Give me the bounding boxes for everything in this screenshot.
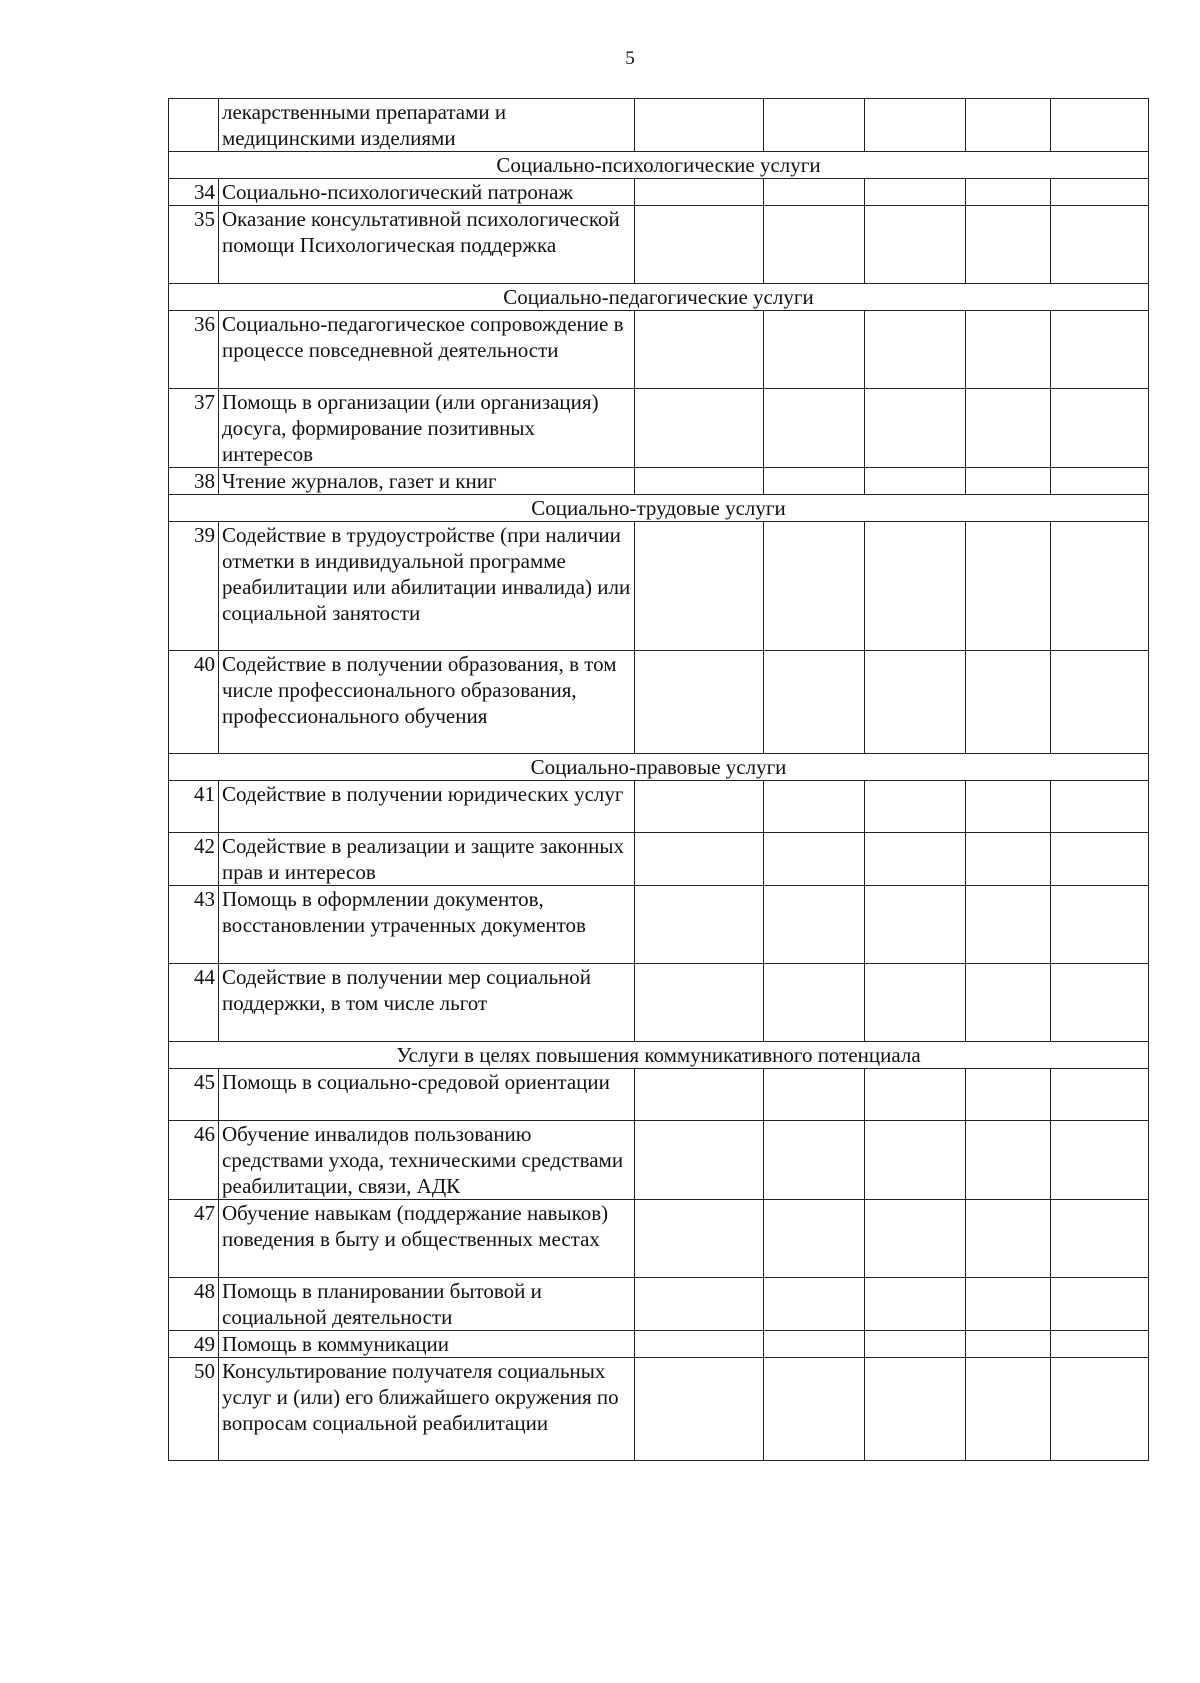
empty-cell [764, 1068, 865, 1120]
empty-cell [865, 650, 966, 753]
empty-cell [764, 963, 865, 1041]
row-number: 41 [169, 780, 219, 832]
empty-cell [1051, 179, 1149, 206]
table-row [169, 650, 1149, 753]
empty-cell [635, 1120, 764, 1199]
empty-cell [865, 886, 966, 964]
empty-cell [1051, 1068, 1149, 1120]
empty-cell [635, 1330, 764, 1357]
empty-cell [1051, 1199, 1149, 1277]
empty-cell [635, 179, 764, 206]
service-name: Содействие в реализации и защите законных прав и интересов [219, 833, 635, 886]
empty-cell [966, 310, 1051, 388]
table-row [169, 521, 1149, 650]
empty-cell [966, 886, 1051, 964]
empty-cell [966, 1199, 1051, 1277]
empty-cell [1051, 1120, 1149, 1199]
empty-cell [966, 833, 1051, 886]
empty-cell [764, 1120, 865, 1199]
empty-cell [764, 1199, 865, 1277]
row-number: 46 [169, 1120, 219, 1199]
empty-cell [635, 1068, 764, 1120]
empty-cell [1051, 521, 1149, 650]
empty-cell [764, 206, 865, 284]
empty-cell [1051, 1330, 1149, 1357]
service-name: Помощь в планировании бытовой и социальной деятельности [219, 1277, 635, 1330]
table-row [169, 1199, 1149, 1277]
empty-cell [1051, 833, 1149, 886]
row-number: 48 [169, 1277, 219, 1330]
row-number: 49 [169, 1330, 219, 1357]
empty-cell [966, 1330, 1051, 1357]
row-number: 39 [169, 521, 219, 650]
empty-cell [966, 1120, 1051, 1199]
row-number: 44 [169, 963, 219, 1041]
empty-cell [635, 1277, 764, 1330]
empty-cell [635, 833, 764, 886]
row-number: 38 [169, 467, 219, 494]
empty-cell [966, 1357, 1051, 1460]
table-row [169, 780, 1149, 832]
empty-cell [865, 99, 966, 152]
empty-cell [1051, 467, 1149, 494]
page-number: 5 [625, 48, 635, 69]
empty-cell [1051, 886, 1149, 964]
empty-cell [635, 310, 764, 388]
table-row [169, 206, 1149, 284]
table-row [169, 388, 1149, 467]
service-name: лекарственными препаратами и медицинскими изделиями [219, 99, 635, 152]
section-title: Социально-трудовые услуги [169, 494, 1149, 521]
section-title: Услуги в целях повышения коммуникативного потенциала [169, 1041, 1149, 1068]
table-row [169, 1277, 1149, 1330]
empty-cell [865, 780, 966, 832]
table-row [169, 963, 1149, 1041]
row-number: 43 [169, 886, 219, 964]
row-number: 50 [169, 1357, 219, 1460]
empty-cell [966, 521, 1051, 650]
empty-cell [966, 179, 1051, 206]
row-number: 47 [169, 1199, 219, 1277]
empty-cell [764, 179, 865, 206]
empty-cell [865, 963, 966, 1041]
empty-cell [966, 780, 1051, 832]
table-row [169, 1120, 1149, 1199]
service-name: Помощь в коммуникации [219, 1330, 635, 1357]
empty-cell [635, 1199, 764, 1277]
row-number: 36 [169, 310, 219, 388]
table-row [169, 1330, 1149, 1357]
empty-cell [635, 99, 764, 152]
section-header-row [169, 283, 1149, 310]
service-name: Обучение навыкам (поддержание навыков) поведения в быту и общественных местах [219, 1199, 635, 1277]
table-body [169, 99, 1149, 1461]
section-title: Социально-правовые услуги [169, 753, 1149, 780]
empty-cell [764, 310, 865, 388]
service-name: Социально-психологический патронаж [219, 179, 635, 206]
row-number [169, 99, 219, 152]
service-name: Чтение журналов, газет и книг [219, 467, 635, 494]
empty-cell [764, 1330, 865, 1357]
service-name: Содействие в трудоустройстве (при наличии отметки в индивидуальной программе реабилитации или абилитации инвалида) или социальной занятости [219, 521, 635, 650]
empty-cell [865, 1277, 966, 1330]
empty-cell [764, 99, 865, 152]
section-title: Социально-психологические услуги [169, 152, 1149, 179]
empty-cell [966, 467, 1051, 494]
empty-cell [635, 521, 764, 650]
empty-cell [635, 388, 764, 467]
service-name: Содействие в получении юридических услуг [219, 780, 635, 832]
empty-cell [1051, 310, 1149, 388]
empty-cell [1051, 206, 1149, 284]
empty-cell [966, 99, 1051, 152]
empty-cell [635, 963, 764, 1041]
empty-cell [764, 833, 865, 886]
empty-cell [764, 650, 865, 753]
row-number: 37 [169, 388, 219, 467]
empty-cell [764, 388, 865, 467]
service-name: Помощь в социально-средовой ориентации [219, 1068, 635, 1120]
service-name: Помощь в оформлении документов, восстановлении утраченных документов [219, 886, 635, 964]
empty-cell [764, 886, 865, 964]
service-name: Обучение инвалидов пользованию средствами ухода, техническими средствами реабилитации, связи, АДК [219, 1120, 635, 1199]
table-row [169, 1357, 1149, 1460]
section-title: Социально-педагогические услуги [169, 283, 1149, 310]
empty-cell [966, 206, 1051, 284]
service-name: Содействие в получении образования, в том числе профессионального образования, профессионального обучения [219, 650, 635, 753]
empty-cell [635, 1357, 764, 1460]
empty-cell [865, 179, 966, 206]
empty-cell [865, 1357, 966, 1460]
empty-cell [1051, 1277, 1149, 1330]
empty-cell [635, 886, 764, 964]
section-header-row [169, 152, 1149, 179]
table-row [169, 886, 1149, 964]
table-row [169, 833, 1149, 886]
services-table [168, 98, 1149, 1461]
empty-cell [966, 650, 1051, 753]
empty-cell [966, 388, 1051, 467]
empty-cell [966, 963, 1051, 1041]
empty-cell [865, 388, 966, 467]
empty-cell [966, 1277, 1051, 1330]
row-number: 45 [169, 1068, 219, 1120]
service-name: Оказание консультативной психологической помощи Психологическая поддержка [219, 206, 635, 284]
row-number: 34 [169, 179, 219, 206]
empty-cell [865, 206, 966, 284]
empty-cell [764, 780, 865, 832]
empty-cell [865, 833, 966, 886]
empty-cell [764, 1357, 865, 1460]
empty-cell [865, 310, 966, 388]
empty-cell [635, 780, 764, 832]
section-header-row [169, 494, 1149, 521]
empty-cell [1051, 650, 1149, 753]
table-row [169, 467, 1149, 494]
service-name: Консультирование получателя социальных услуг и (или) его ближайшего окружения по вопросам социальной реабилитации [219, 1357, 635, 1460]
empty-cell [635, 650, 764, 753]
service-name: Социально-педагогическое сопровождение в процессе повседневной деятельности [219, 310, 635, 388]
section-header-row [169, 1041, 1149, 1068]
empty-cell [764, 467, 865, 494]
empty-cell [865, 521, 966, 650]
row-number: 42 [169, 833, 219, 886]
empty-cell [1051, 99, 1149, 152]
empty-cell [865, 1330, 966, 1357]
empty-cell [1051, 963, 1149, 1041]
empty-cell [635, 206, 764, 284]
empty-cell [966, 1068, 1051, 1120]
empty-cell [1051, 1357, 1149, 1460]
empty-cell [764, 1277, 865, 1330]
empty-cell [1051, 780, 1149, 832]
table-row [169, 179, 1149, 206]
empty-cell [764, 521, 865, 650]
empty-cell [865, 1068, 966, 1120]
empty-cell [865, 1199, 966, 1277]
service-name: Содействие в получении мер социальной поддержки, в том числе льгот [219, 963, 635, 1041]
empty-cell [865, 467, 966, 494]
empty-cell [635, 467, 764, 494]
row-number: 40 [169, 650, 219, 753]
empty-cell [865, 1120, 966, 1199]
service-name: Помощь в организации (или организация) досуга, формирование позитивных интересов [219, 388, 635, 467]
section-header-row [169, 753, 1149, 780]
table-row [169, 310, 1149, 388]
empty-cell [1051, 388, 1149, 467]
table-row [169, 1068, 1149, 1120]
row-number: 35 [169, 206, 219, 284]
table-row [169, 99, 1149, 152]
